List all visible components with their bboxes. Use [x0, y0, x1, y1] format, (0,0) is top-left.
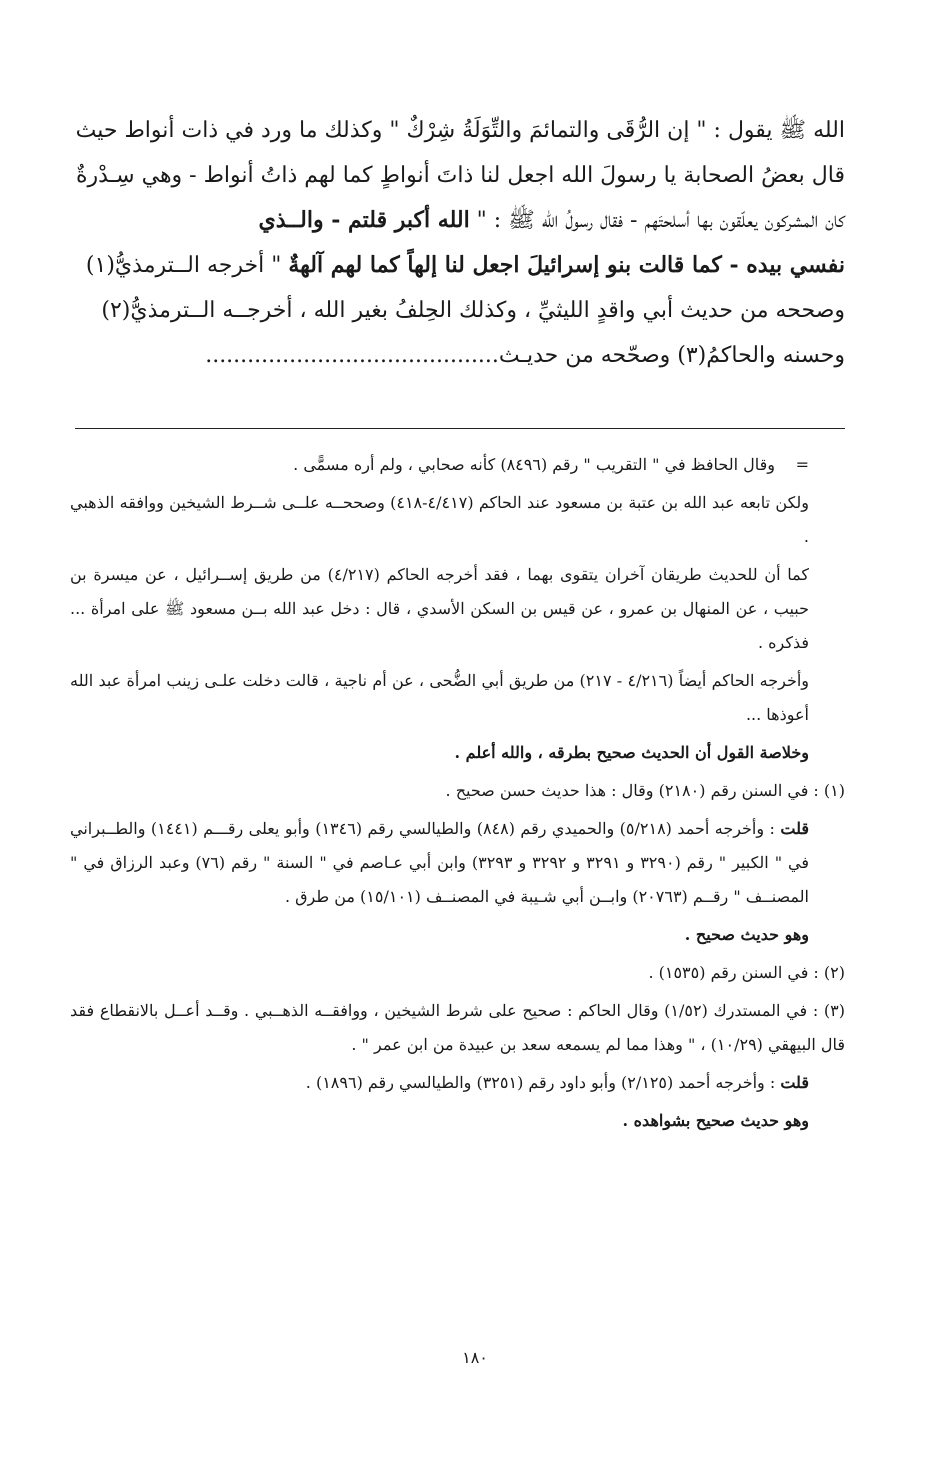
footnote-1-verdict: وهو حديث صحيح .	[684, 925, 809, 944]
main-line-part: " أخرجه الــترمذيُّ(١)	[85, 253, 289, 278]
main-line-part: كان المشركون يعلّقون بها أسلحتَهم - فقال رسولُ الله ﷺ : "	[469, 208, 845, 233]
continuation-mark: =	[795, 455, 809, 474]
footnote-conclusion: وخلاصة القول أن الحديث صحيح بطرقه ، والله أعلم .	[454, 743, 809, 762]
qult-label: قلت	[780, 819, 810, 838]
hadith-text: نفسي بيده - كما قالت بنو إسرائيلَ اجعل لنا إلهاً كما لهم آلهةٌ	[288, 252, 845, 278]
footnote-paragraph: وأخرجه الحاكم أيضاً (٤/٢١٦ - ٢١٧) من طريق أبي الضُّحى ، عن أم ناجية ، قالت دخلت علـى زينب امرأة عبد الله أعوذها ...	[70, 671, 810, 724]
main-line: الله ﷺ يقول : " إن الرُّقَى والتمائمَ والتِّوَلَةُ شِرْكٌ " وكذلك ما ورد في ذات أنواط حيث	[75, 118, 845, 143]
footnote-text: وقال الحافظ في " التقريب " رقم (٨٤٩٦) كأنه صحابي ، ولم أره مسمًّى .	[293, 455, 775, 474]
qult-label: قلت	[780, 1073, 809, 1092]
footnote-text: : وأخرجه أحمد (٢/١٢٥) وأبو داود رقم (٣٢٥١) والطيالسي رقم (١٨٩٦) .	[305, 1073, 781, 1092]
footnote-text: : وأخرجه أحمد (٥/٢١٨) والحميدي رقم (٨٤٨) والطيالسي رقم (١٣٤٦) وأبو يعلى رقـــم (١٤٤١) والطــبراني في " الكبير " رقم (٣٢٩٠ و ٣٢٩١ و ٣٢٩٢ و ٣٢٩٣) وابن أبي عـاصم في " السنة " رقم (٧٦) وعبد الرزاق في " المصنــف " رقــم (٢٠٧٦٣) وابــن أبي شـيبة في المصنــف (١٥/١٠١) من طرق .	[70, 819, 809, 906]
footnote-1: (١) : في السنن رقم (٢١٨٠) وقال : هذا حديث حسن صحيح .	[445, 781, 845, 800]
hadith-text: الله أكبر قلتم - والــذي	[258, 207, 470, 233]
footnote-2: (٢) : في السنن رقم (١٥٣٥) .	[648, 963, 845, 982]
footnote-3-verdict: وهو حديث صحيح بشواهده .	[622, 1111, 809, 1130]
footnote-paragraph: كما أن للحديث طريقان آخران يتقوى بهما ، فقد أخرجه الحاكم (٤/٢١٧) من طريق إســرائيل ، عن ميسرة بن حبيب ، عن المنهال بن عمرو ، عن قيس بن السكن الأسدي ، قال : دخل عبد الله بــن مسعود ﷺ على امرأة ... فذكره .	[70, 565, 810, 652]
footnote-paragraph	[70, 448, 845, 482]
main-text	[70, 108, 845, 378]
footnote-paragraph: ولكن تابعه عبد الله بن عتبة بن مسعود عند الحاكم (٤/٤١٧-٤١٨) وصححــه علــى شــرط الشيخين ووافقه الذهبي .	[70, 493, 810, 546]
page-number: ١٨٠	[462, 1348, 488, 1367]
main-line	[70, 198, 845, 243]
main-line: قال بعضُ الصحابة يا رسولَ الله اجعل لنا ذاتَ أنواطٍ كما لهم ذاتُ أنواط - وهي سِـدْرةٌ	[76, 163, 845, 188]
footnote-divider	[75, 428, 845, 429]
main-line	[70, 243, 845, 288]
footnote-3: (٣) : في المستدرك (١/٥٢) وقال الحاكم : صحيح على شرط الشيخين ، ووافقــه الذهــبي . وقــد أعــل بالانقطاع فقد قال البيهقي (١٠/٢٩) ، " وهذا مما لم يسمعه سعد بن عبيدة من ابن عمر " .	[70, 1001, 846, 1054]
footnotes	[70, 448, 845, 1142]
footnote-1-detail	[70, 812, 845, 914]
main-line: وصححه من حديث أبي واقدٍ الليثيِّ ، وكذلك الحِلفُ بغير الله ، أخرجــه الــترمذيُّ(٢)	[101, 298, 845, 323]
main-line: وحسنه والحاكمُ(٣) وصحّحه من حديـث..........................................	[205, 343, 845, 368]
footnote-3-detail	[70, 1066, 845, 1100]
